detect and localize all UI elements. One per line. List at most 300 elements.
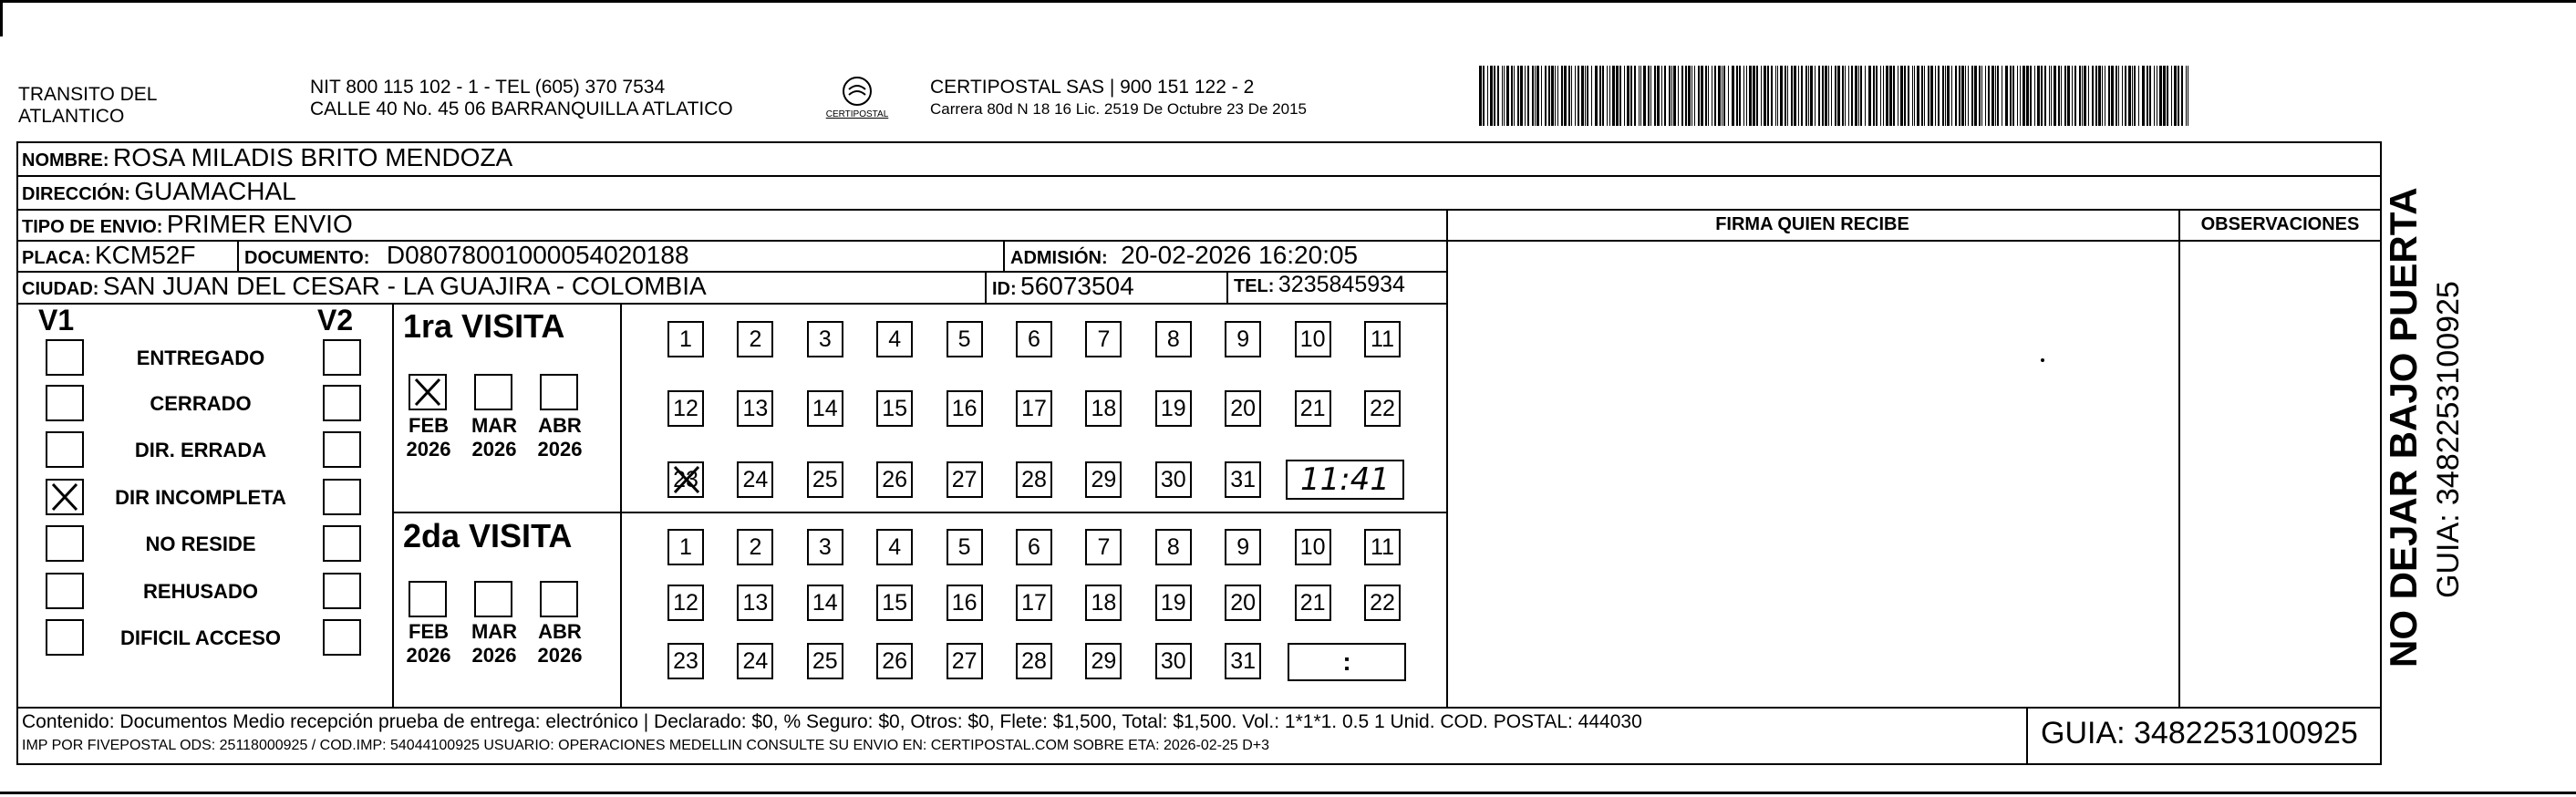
address-line: CALLE 40 No. 45 06 BARRANQUILLA ATLATICO <box>310 98 733 119</box>
barcode-bar <box>1858 66 1859 126</box>
barcode-bar <box>1798 66 1799 126</box>
barcode-bar <box>1767 66 1769 126</box>
barcode-bar <box>1928 66 1929 126</box>
barcode-bar <box>1732 66 1734 126</box>
no-dejar-bajo-puerta: NO DEJAR BAJO PUERTA <box>2382 187 2425 668</box>
day-23-box[interactable] <box>667 461 704 498</box>
barcode-bar <box>1917 66 1919 126</box>
barcode-bar <box>1671 66 1672 126</box>
barcode-bar <box>1848 66 1849 126</box>
day-3-box[interactable] <box>807 529 843 565</box>
day-22-box[interactable] <box>1364 390 1401 427</box>
day-15-box[interactable] <box>876 585 913 621</box>
barcode-bar <box>1612 66 1615 126</box>
barcode-bar <box>2159 66 2162 126</box>
crop-mark-left <box>0 0 3 36</box>
day-27-box[interactable] <box>947 643 983 679</box>
month-label <box>467 620 522 668</box>
barcode-bar <box>1818 66 1820 126</box>
status-label: REHUSADO <box>143 580 258 603</box>
day-12-box[interactable] <box>667 390 704 427</box>
day-number: 6 <box>1028 533 1040 560</box>
day-11-box[interactable] <box>1364 529 1401 565</box>
v1-checkbox[interactable] <box>46 339 84 376</box>
day-number: 26 <box>882 466 908 492</box>
month-year: 2026 <box>537 438 583 461</box>
day-number: 14 <box>812 395 838 421</box>
nit-line: NIT 800 115 102 - 1 - TEL (605) 370 7534 <box>310 77 666 98</box>
month-checkbox[interactable] <box>474 374 512 410</box>
barcode-bar <box>1643 66 1646 126</box>
imp-line: IMP POR FIVEPOSTAL ODS: 25118000925 / COD.IMP: 54044100925 USUARIO: OPERACIONES MEDELLIN CONSULTE SU ENVIO EN: CERTIPOSTAL.COM SOBRE ETA: 2026-02-25 D+3 <box>22 738 1270 753</box>
day-number: 26 <box>882 647 908 674</box>
admision-label: ADMISIÓN: <box>1010 248 1108 268</box>
barcode-bar <box>1607 66 1608 126</box>
company-info <box>930 77 1307 120</box>
day-number: 17 <box>1021 395 1047 421</box>
barcode-bar <box>1810 66 1813 126</box>
day-number: 21 <box>1299 395 1326 421</box>
day-26-box[interactable] <box>876 461 913 498</box>
day-25-box[interactable] <box>807 643 843 679</box>
month-checkbox[interactable] <box>409 581 447 617</box>
barcode-bar <box>2041 66 2043 126</box>
barcode-bar <box>1517 66 1519 126</box>
tipo-envio-value: PRIMER ENVIO <box>166 210 353 238</box>
firma-header <box>1446 214 2178 235</box>
day-number: 7 <box>1097 326 1111 352</box>
day-25-box[interactable] <box>807 461 843 498</box>
v1-checkbox[interactable] <box>46 479 84 515</box>
barcode-bar <box>1545 66 1547 126</box>
barcode-bar <box>1889 66 1892 126</box>
barcode-bar <box>2128 66 2131 126</box>
barcode-bar <box>1886 66 1888 126</box>
day-17-box[interactable] <box>1016 390 1052 427</box>
barcode-bar <box>1912 66 1913 126</box>
barcode-bar <box>1504 66 1505 126</box>
v2-checkbox[interactable] <box>323 385 361 421</box>
day-14-box[interactable] <box>807 585 843 621</box>
day-23-box[interactable] <box>667 643 704 679</box>
barcode-bar <box>1722 66 1723 126</box>
second-visit-time-box[interactable] <box>1288 643 1406 681</box>
day-20-box[interactable] <box>1225 390 1261 427</box>
barcode-bar <box>1548 66 1550 126</box>
month-name: FEB <box>409 620 449 643</box>
day-24-box[interactable] <box>737 643 773 679</box>
barcode-bar <box>1705 66 1707 126</box>
direccion-value: GUAMACHAL <box>134 177 296 205</box>
day-number: 15 <box>882 589 908 616</box>
v1-checkbox[interactable] <box>46 525 84 562</box>
day-26-box[interactable] <box>876 643 913 679</box>
barcode-bar <box>1959 66 1960 126</box>
barcode-bar <box>2181 66 2183 126</box>
firma-label: FIRMA QUIEN RECIBE <box>1715 214 1909 234</box>
barcode-bar <box>1619 66 1621 126</box>
barcode-bar <box>1714 66 1716 126</box>
day-14-box[interactable] <box>807 390 843 427</box>
barcode-bar <box>1497 66 1499 126</box>
day-number: 27 <box>951 647 978 674</box>
day-13-box[interactable] <box>737 390 773 427</box>
barcode-bar <box>2084 66 2086 126</box>
barcode-bar <box>1616 66 1619 126</box>
barcode-bar <box>1921 66 1923 126</box>
tipo-envio-label: TIPO DE ENVIO: <box>22 217 163 237</box>
barcode-bar <box>2111 66 2114 126</box>
barcode-bar <box>1575 66 1576 126</box>
status-label: DIR INCOMPLETA <box>115 486 286 509</box>
barcode-bar <box>1723 66 1725 126</box>
day-number: 17 <box>1021 589 1047 616</box>
barcode-bar <box>1585 66 1586 126</box>
barcode-bar <box>1525 66 1526 126</box>
barcode <box>1479 66 2199 126</box>
barcode-bar <box>1520 66 1523 126</box>
logo-text: CERTIPOSTAL <box>825 109 889 119</box>
contenido-line: Contenido: Documentos Medio recepción prueba de entrega: electrónico | Declarado: $0, % Seguro: $0, Otros: $0, Flete: $1,500, Total: $1,500. Vol.: 1*1*1. 0.5 1 Unid. COD. POSTAL: 444030 <box>22 711 1642 732</box>
day-5-box[interactable] <box>947 321 983 357</box>
day-number: 24 <box>742 647 769 674</box>
barcode-bar <box>2082 66 2083 126</box>
day-number: 2 <box>749 533 762 560</box>
day-7-box[interactable] <box>1085 529 1122 565</box>
barcode-bar <box>2098 66 2101 126</box>
tel-value: 3235845934 <box>1278 272 1405 297</box>
barcode-bar <box>1968 66 1969 126</box>
barcode-bar <box>1609 66 1610 126</box>
placa-label: PLACA: <box>22 248 91 268</box>
barcode-bar <box>1761 66 1762 126</box>
day-29-box[interactable] <box>1085 643 1122 679</box>
day-10-box[interactable] <box>1295 321 1331 357</box>
nombre-field <box>22 143 512 172</box>
barcode-bar <box>1753 66 1755 126</box>
month-name: ABR <box>538 620 582 643</box>
day-4-box[interactable] <box>876 321 913 357</box>
barcode-bar <box>1845 66 1846 126</box>
observaciones-header <box>2178 214 2382 235</box>
day-number: 29 <box>1091 466 1117 492</box>
month-year: 2026 <box>471 644 517 667</box>
ciudad-label: CIUDAD: <box>22 279 99 299</box>
day-7-box[interactable] <box>1085 321 1122 357</box>
month-label <box>533 620 587 668</box>
barcode-bar <box>1587 66 1588 126</box>
first-visit-time-box[interactable] <box>1286 460 1404 500</box>
status-label: ENTREGADO <box>136 347 265 369</box>
day-number: 23 <box>673 466 698 492</box>
barcode-bar <box>2023 66 2025 126</box>
day-29-box[interactable] <box>1085 461 1122 498</box>
barcode-bar <box>1876 66 1878 126</box>
tel-field <box>1234 272 1405 298</box>
v2-checkbox[interactable] <box>323 525 361 562</box>
delivery-form <box>16 141 2382 765</box>
day-5-box[interactable] <box>947 529 983 565</box>
barcode-bar <box>1551 66 1554 126</box>
barcode-bar <box>1691 66 1692 126</box>
day-number: 1 <box>679 326 692 352</box>
barcode-bar <box>2118 66 2119 126</box>
barcode-bar <box>1908 66 1909 126</box>
v2-checkbox[interactable] <box>323 479 361 515</box>
day-28-box[interactable] <box>1016 461 1052 498</box>
barcode-bar <box>1595 66 1598 126</box>
v1-checkbox[interactable] <box>46 573 84 609</box>
id-field <box>992 272 1134 301</box>
barcode-bar <box>1698 66 1700 126</box>
barcode-bar <box>1880 66 1881 126</box>
barcode-bar <box>1764 66 1766 126</box>
barcode-bar <box>2034 66 2035 126</box>
barcode-bar <box>1904 66 1906 126</box>
barcode-bar <box>1938 66 1940 126</box>
day-9-box[interactable] <box>1225 529 1261 565</box>
barcode-bar <box>1868 66 1871 126</box>
barcode-bar <box>2012 66 2014 126</box>
barcode-bar <box>1787 66 1788 126</box>
barcode-bar <box>1883 66 1884 126</box>
barcode-bar <box>2138 66 2139 126</box>
month-checkbox[interactable] <box>540 581 578 617</box>
day-number: 13 <box>742 589 769 616</box>
barcode-bar <box>1535 66 1536 126</box>
barcode-bar <box>1801 66 1803 126</box>
direccion-field <box>22 177 296 206</box>
v2-checkbox[interactable] <box>323 431 361 468</box>
day-11-box[interactable] <box>1364 321 1401 357</box>
side-guia: GUIA: 3482253100925 <box>2431 281 2466 598</box>
day-number: 16 <box>951 589 978 616</box>
v2-checkbox[interactable] <box>323 573 361 609</box>
barcode-bar <box>1654 66 1656 126</box>
barcode-bar <box>1578 66 1579 126</box>
barcode-bar <box>1650 66 1651 126</box>
day-number: 24 <box>742 466 769 492</box>
barcode-bar <box>1971 66 1973 126</box>
barcode-bar <box>1791 66 1793 126</box>
day-3-box[interactable] <box>807 321 843 357</box>
day-number: 13 <box>742 395 769 421</box>
day-number: 12 <box>673 395 698 421</box>
day-12-box[interactable] <box>667 585 704 621</box>
day-30-box[interactable] <box>1155 643 1192 679</box>
barcode-bar <box>2102 66 2103 126</box>
day-number: 16 <box>951 395 978 421</box>
barcode-bar <box>1746 66 1747 126</box>
day-number: 28 <box>1021 466 1047 492</box>
barcode-bar <box>1842 66 1844 126</box>
barcode-bar <box>1571 66 1572 126</box>
ciudad-value: SAN JUAN DEL CESAR - LA GUAJIRA - COLOMBIA <box>102 272 707 300</box>
day-16-box[interactable] <box>947 585 983 621</box>
issuer-line-2: ATLANTICO <box>18 106 125 127</box>
barcode-bar <box>1514 66 1515 126</box>
barcode-bar <box>1532 66 1534 126</box>
day-number: 22 <box>1370 395 1395 421</box>
barcode-bar <box>1825 66 1827 126</box>
barcode-bar <box>1502 66 1503 126</box>
barcode-bar <box>1914 66 1915 126</box>
barcode-bar <box>1771 66 1773 126</box>
day-6-box[interactable] <box>1016 321 1052 357</box>
day-15-box[interactable] <box>876 390 913 427</box>
day-20-box[interactable] <box>1225 585 1261 621</box>
company-line: CERTIPOSTAL SAS | 900 151 122 - 2 <box>930 77 1255 98</box>
day-21-box[interactable] <box>1295 390 1331 427</box>
barcode-bar <box>1739 66 1741 126</box>
barcode-bar <box>1657 66 1660 126</box>
v1-checkbox[interactable] <box>46 619 84 656</box>
barcode-bar <box>1708 66 1709 126</box>
barcode-bar <box>1775 66 1776 126</box>
documento-field <box>244 241 689 270</box>
day-number: 11 <box>1371 326 1394 352</box>
day-18-box[interactable] <box>1085 585 1122 621</box>
barcode-bar <box>1718 66 1721 126</box>
month-checkbox[interactable] <box>540 374 578 410</box>
certipostal-logo <box>825 75 889 128</box>
month-name: MAR <box>471 620 518 643</box>
barcode-bar <box>1995 66 1996 126</box>
barcode-bar <box>1780 66 1783 126</box>
day-19-box[interactable] <box>1155 390 1192 427</box>
day-2-box[interactable] <box>737 529 773 565</box>
barcode-bar <box>1630 66 1632 126</box>
day-6-box[interactable] <box>1016 529 1052 565</box>
v2-checkbox[interactable] <box>323 339 361 376</box>
barcode-bar <box>2186 66 2187 126</box>
day-13-box[interactable] <box>737 585 773 621</box>
barcode-bar <box>1991 66 1994 126</box>
barcode-bar <box>2067 66 2070 126</box>
day-number: 2 <box>749 326 762 352</box>
day-number: 14 <box>812 589 838 616</box>
barcode-bar <box>1808 66 1809 126</box>
day-27-box[interactable] <box>947 461 983 498</box>
day-number: 27 <box>951 466 978 492</box>
barcode-bar <box>1688 66 1691 126</box>
barcode-bar <box>1736 66 1738 126</box>
barcode-bar <box>1490 66 1493 126</box>
day-2-box[interactable] <box>737 321 773 357</box>
status-label: DIR. ERRADA <box>134 439 267 461</box>
day-number: 21 <box>1299 589 1326 616</box>
barcode-bar <box>1785 66 1786 126</box>
day-1-box[interactable] <box>667 529 704 565</box>
barcode-bar <box>2037 66 2040 126</box>
ciudad-field <box>22 272 707 301</box>
barcode-bar <box>2116 66 2117 126</box>
barcode-bar <box>1479 66 1482 126</box>
issuer-line-1: TRANSITO DEL <box>18 84 158 105</box>
barcode-bar <box>2088 66 2089 126</box>
barcode-bar <box>1947 66 1950 126</box>
day-8-box[interactable] <box>1155 529 1192 565</box>
barcode-bar <box>1648 66 1650 126</box>
day-28-box[interactable] <box>1016 643 1052 679</box>
day-31-box[interactable] <box>1225 461 1261 498</box>
day-number: 4 <box>888 326 902 352</box>
day-31-box[interactable] <box>1225 643 1261 679</box>
day-number: 7 <box>1097 533 1111 560</box>
barcode-bar <box>2072 66 2073 126</box>
day-number: 31 <box>1230 466 1257 492</box>
day-24-box[interactable] <box>737 461 773 498</box>
barcode-bar <box>1661 66 1662 126</box>
v1-checkbox[interactable] <box>46 385 84 421</box>
barcode-bar <box>1487 66 1488 126</box>
day-18-box[interactable] <box>1085 390 1122 427</box>
barcode-bar <box>1494 66 1495 126</box>
day-22-box[interactable] <box>1364 585 1401 621</box>
second-visit-title: 2da VISITA <box>403 517 573 554</box>
barcode-bar <box>1930 66 1933 126</box>
day-17-box[interactable] <box>1016 585 1052 621</box>
day-number: 19 <box>1160 589 1186 616</box>
barcode-bar <box>2005 66 2008 126</box>
barcode-bar <box>2167 66 2168 126</box>
day-number: 10 <box>1299 326 1326 352</box>
barcode-bar <box>1627 66 1629 126</box>
barcode-bar <box>2132 66 2133 126</box>
barcode-bar <box>2054 66 2056 126</box>
month-year: 2026 <box>537 644 583 667</box>
barcode-bar <box>1506 66 1509 126</box>
barcode-bar <box>1794 66 1796 126</box>
day-number: 20 <box>1230 589 1257 616</box>
day-number: 3 <box>818 533 832 560</box>
day-9-box[interactable] <box>1225 321 1261 357</box>
day-number: 8 <box>1166 326 1180 352</box>
day-8-box[interactable] <box>1155 321 1192 357</box>
barcode-bar <box>1837 66 1840 126</box>
observaciones-label: OBSERVACIONES <box>2200 214 2360 234</box>
day-30-box[interactable] <box>1155 461 1192 498</box>
barcode-bar <box>1728 66 1729 126</box>
barcode-bar <box>1581 66 1584 126</box>
direccion-label: DIRECCIÓN: <box>22 184 130 204</box>
barcode-bar <box>1602 66 1604 126</box>
day-10-box[interactable] <box>1295 529 1331 565</box>
month-checkbox[interactable] <box>409 374 447 410</box>
v2-checkbox[interactable] <box>323 619 361 656</box>
day-19-box[interactable] <box>1155 585 1192 621</box>
day-number: 30 <box>1160 647 1186 674</box>
day-number: 15 <box>882 395 908 421</box>
day-1-box[interactable] <box>667 321 704 357</box>
day-4-box[interactable] <box>876 529 913 565</box>
barcode-bar <box>1981 66 1982 126</box>
day-number: 5 <box>957 533 971 560</box>
status-label: NO RESIDE <box>145 533 256 555</box>
month-label <box>401 414 456 461</box>
guia-box: GUIA: 3482253100925 <box>2041 716 2358 750</box>
v1-checkbox[interactable] <box>46 431 84 468</box>
barcode-bar <box>1997 66 1999 126</box>
day-16-box[interactable] <box>947 390 983 427</box>
month-year: 2026 <box>406 644 451 667</box>
barcode-bar <box>1945 66 1946 126</box>
month-label <box>533 414 587 461</box>
barcode-bar <box>1835 66 1836 126</box>
month-checkbox[interactable] <box>474 581 512 617</box>
day-21-box[interactable] <box>1295 585 1331 621</box>
barcode-bar <box>2095 66 2097 126</box>
